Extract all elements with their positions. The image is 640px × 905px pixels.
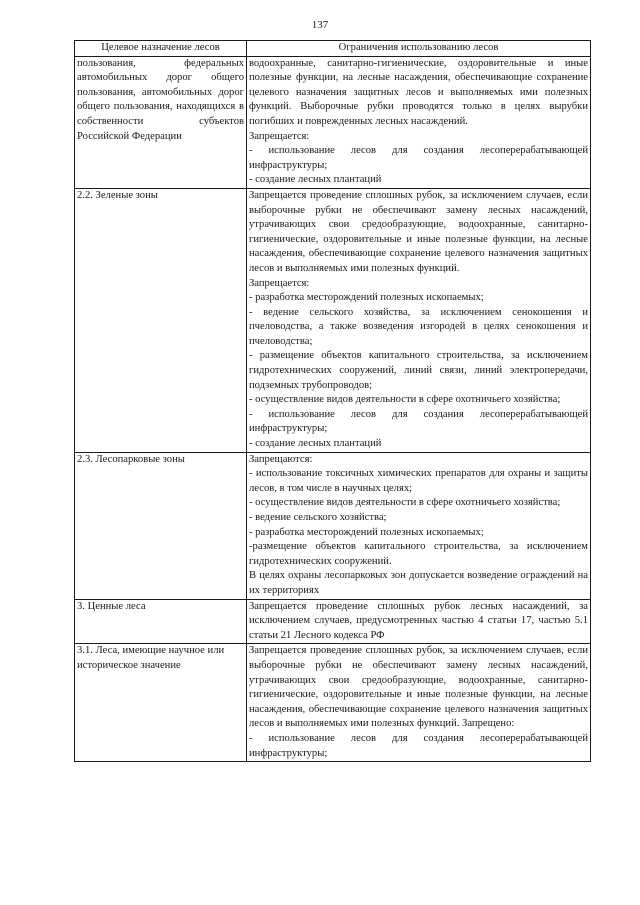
column-header-restrictions: Ограничения использованию лесов	[247, 41, 591, 57]
purpose-cell: пользования, федеральных автомобильных дорог общего пользования, автомобильных дорог общего пользования, находящихся в собственности субъектов Российской Федерации	[75, 56, 247, 188]
restrictions-cell	[247, 599, 591, 644]
table-header-row	[75, 41, 591, 57]
restriction-line: - разработка месторождений полезных ископаемых;	[249, 292, 484, 304]
restriction-line: Запрещается проведение сплошных рубок, за исключением случаев, если выборочные рубки не обеспечивают замену лесных насаждений, утрачивающих свои средообразующие, водоохранные, санитарно-гигиенические, оздоровительные и иные полезные функции, на лесные насаждения, обеспечивающие сохранение целевого назначения защитных лесов и выполняемых ими полезных функций.	[249, 189, 588, 274]
purpose-cell: 2.3. Лесопарковые зоны	[75, 452, 247, 599]
page-number: 137	[311, 19, 329, 31]
purpose-cell: 3. Ценные леса	[75, 599, 247, 644]
restriction-line: - создание лесных плантаций	[249, 174, 382, 186]
restriction-line: - разработка месторождений полезных ископаемых;	[249, 526, 484, 538]
restriction-line: - использование лесов для создания лесоперерабатывающей инфраструктуры;	[249, 408, 588, 435]
purpose-cell: 3.1. Леса, имеющие научное или историческое значение	[75, 644, 247, 762]
restrictions-table	[74, 40, 591, 762]
restriction-line: Запрещается проведение сплошных рубок, за исключением случаев, если выборочные рубки не обеспечивают замену лесных насаждений, утрачивающих свои средообразующие, водоохранные, санитарно-гигиенические, оздоровительные и иные полезные функции, на лесные насаждения, обеспечивающие сохранение целевого назначения защитных лесов и выполняемых ими полезных функций. Запрещено:	[249, 645, 588, 730]
restriction-line: - использование лесов для создания лесоперерабатывающей инфраструктуры;	[249, 732, 588, 759]
restriction-line: Запрещается:	[249, 277, 310, 289]
restriction-line: - создание лесных плантаций	[249, 438, 382, 450]
restriction-line: Запрещается:	[249, 130, 310, 142]
restrictions-cell	[247, 452, 591, 599]
restrictions-cell	[247, 56, 591, 188]
restriction-line: - использование лесов для создания лесоперерабатывающей инфраструктуры;	[249, 145, 588, 171]
table-row	[75, 188, 591, 452]
table-row	[75, 56, 591, 188]
restriction-line: - ведение сельского хозяйства, за исключением сенокошения и пчеловодства, а также возведения изгородей в целях сенокошения и пчеловодства;	[249, 306, 588, 347]
restriction-line: Запрещается проведение сплошных рубок лесных насаждений, за исключением случаев, предусмотренных частью 4 статьи 17, частью 5.1 статьи 21 Лесного кодекса РФ	[249, 600, 588, 641]
restriction-line: -размещение объектов капитального строительства, за исключением гидротехнических сооружений.	[249, 541, 588, 567]
restriction-line: Запрещаются:	[249, 453, 313, 465]
restriction-line: - осуществление видов деятельности в сфере охотничьего хозяйства;	[249, 394, 561, 406]
table-row	[75, 644, 591, 762]
column-header-purpose: Целевое назначение лесов	[75, 41, 247, 57]
restriction-line: В целях охраны лесопарковых зон допускается возведение ограждений на их территориях	[249, 570, 588, 596]
table-row	[75, 452, 591, 599]
restriction-line: - использование токсичных химических препаратов для охраны и защиты лесов, в том числе в научных целях;	[249, 468, 588, 494]
restriction-line: - осуществление видов деятельности в сфере охотничьего хозяйства;	[249, 497, 561, 509]
restriction-line: водоохранные, санитарно-гигиенические, оздоровительные и иные полезные функции, на лесные насаждения, обеспечивающие сохранение целевого назначения защитных лесов и выполняемых ими полезных функций. Выборочные рубки проводятся только в целях вырубки погибших и поврежденных лесных насаждений.	[249, 57, 588, 127]
restriction-line: - размещение объектов капитального строительства, за исключением гидротехнических сооружений, линий связи, линий электропередачи, подземных трубопроводов;	[249, 350, 588, 391]
table-row	[75, 599, 591, 644]
restrictions-cell	[247, 188, 591, 452]
purpose-cell: 2.2. Зеленые зоны	[75, 188, 247, 452]
restriction-line: - ведение сельского хозяйства;	[249, 512, 387, 523]
restrictions-cell	[247, 644, 591, 762]
